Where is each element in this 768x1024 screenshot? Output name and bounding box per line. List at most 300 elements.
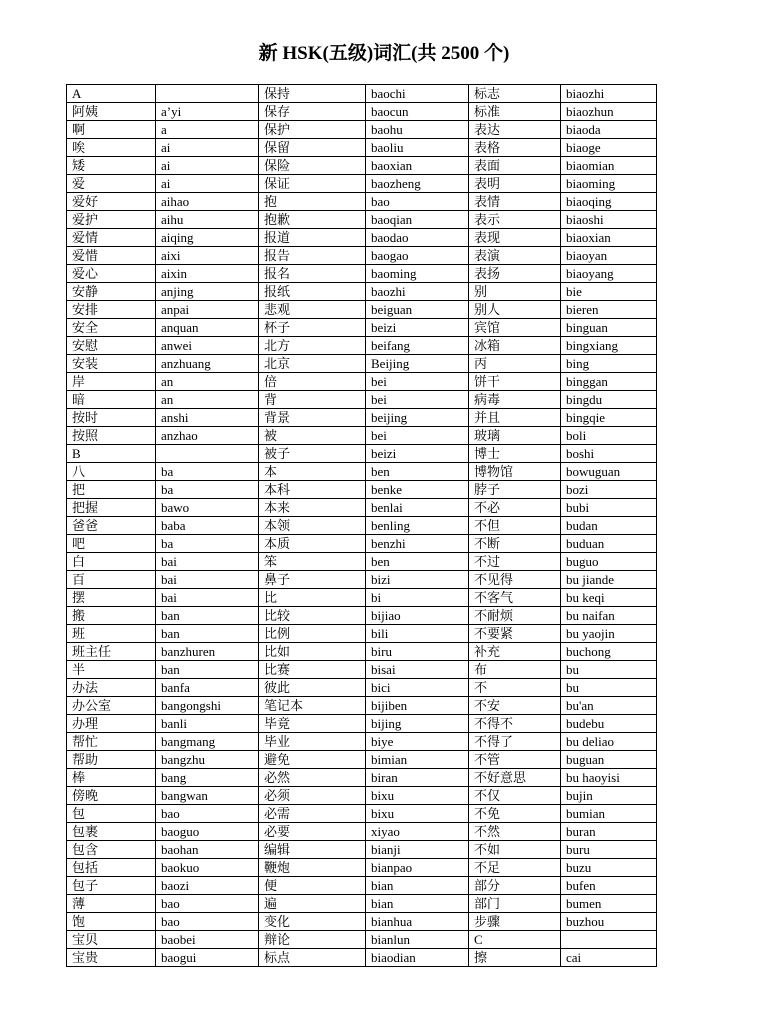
hanzi-cell: 包子 — [67, 877, 156, 895]
hanzi-cell: 包 — [67, 805, 156, 823]
pinyin-cell: bao — [156, 805, 259, 823]
pinyin-cell: bimian — [366, 751, 469, 769]
pinyin-cell: bieren — [561, 301, 657, 319]
pinyin-cell: baozheng — [366, 175, 469, 193]
hanzi-cell: 彼此 — [259, 679, 366, 697]
hanzi-cell: 不得了 — [469, 733, 561, 751]
pinyin-cell: binguan — [561, 319, 657, 337]
hanzi-cell: 毕业 — [259, 733, 366, 751]
table-row — [67, 517, 657, 535]
table-row — [67, 481, 657, 499]
hanzi-cell: 部门 — [469, 895, 561, 913]
pinyin-cell: bixu — [366, 805, 469, 823]
pinyin-cell: bu naifan — [561, 607, 657, 625]
table-row — [67, 877, 657, 895]
hanzi-cell: 背 — [259, 391, 366, 409]
pinyin-cell: beifang — [366, 337, 469, 355]
hanzi-cell: 笨 — [259, 553, 366, 571]
pinyin-cell: beizi — [366, 445, 469, 463]
hanzi-cell: 擦 — [469, 949, 561, 967]
hanzi-cell: 爱好 — [67, 193, 156, 211]
table-row — [67, 103, 657, 121]
pinyin-cell: cai — [561, 949, 657, 967]
pinyin-cell: buzhou — [561, 913, 657, 931]
hanzi-cell: 安排 — [67, 301, 156, 319]
pinyin-cell: biaoxian — [561, 229, 657, 247]
hanzi-cell: 爱 — [67, 175, 156, 193]
pinyin-cell: banzhuren — [156, 643, 259, 661]
pinyin-cell: bufen — [561, 877, 657, 895]
hanzi-cell: 不 — [469, 679, 561, 697]
hanzi-cell: 不足 — [469, 859, 561, 877]
hanzi-cell: 不如 — [469, 841, 561, 859]
table-row — [67, 607, 657, 625]
pinyin-cell: anzhao — [156, 427, 259, 445]
hanzi-cell: 抱 — [259, 193, 366, 211]
pinyin-cell: bijiben — [366, 697, 469, 715]
hanzi-cell: B — [67, 445, 156, 463]
hanzi-cell: 丙 — [469, 355, 561, 373]
hanzi-cell: 本质 — [259, 535, 366, 553]
pinyin-cell: bingdu — [561, 391, 657, 409]
pinyin-cell: ban — [156, 625, 259, 643]
hanzi-cell: 棒 — [67, 769, 156, 787]
hanzi-cell: 爱情 — [67, 229, 156, 247]
pinyin-cell: ai — [156, 175, 259, 193]
hanzi-cell: 北方 — [259, 337, 366, 355]
pinyin-cell: aihu — [156, 211, 259, 229]
hanzi-cell: 半 — [67, 661, 156, 679]
pinyin-cell: a’yi — [156, 103, 259, 121]
table-row — [67, 301, 657, 319]
pinyin-cell: bie — [561, 283, 657, 301]
hanzi-cell: 啊 — [67, 121, 156, 139]
hanzi-cell: 安静 — [67, 283, 156, 301]
table-row — [67, 193, 657, 211]
hanzi-cell: A — [67, 85, 156, 103]
hanzi-cell: 傍晚 — [67, 787, 156, 805]
table-row — [67, 157, 657, 175]
pinyin-cell: bianhua — [366, 913, 469, 931]
hanzi-cell: 把 — [67, 481, 156, 499]
pinyin-cell: buduan — [561, 535, 657, 553]
hanzi-cell: 不但 — [469, 517, 561, 535]
hanzi-cell: 白 — [67, 553, 156, 571]
table-row — [67, 589, 657, 607]
pinyin-cell: bangwan — [156, 787, 259, 805]
hanzi-cell: 按照 — [67, 427, 156, 445]
pinyin-cell: bei — [366, 373, 469, 391]
hanzi-cell: 报告 — [259, 247, 366, 265]
table-row — [67, 265, 657, 283]
hanzi-cell: 背景 — [259, 409, 366, 427]
pinyin-cell: anshi — [156, 409, 259, 427]
pinyin-cell: biaoyan — [561, 247, 657, 265]
table-row — [67, 373, 657, 391]
pinyin-cell: biran — [366, 769, 469, 787]
pinyin-cell: baoxian — [366, 157, 469, 175]
table-row — [67, 625, 657, 643]
hanzi-cell: 不必 — [469, 499, 561, 517]
hanzi-cell: 安装 — [67, 355, 156, 373]
hanzi-cell: 表现 — [469, 229, 561, 247]
pinyin-cell: anwei — [156, 337, 259, 355]
pinyin-cell: beiguan — [366, 301, 469, 319]
table-row — [67, 229, 657, 247]
hanzi-cell: 按时 — [67, 409, 156, 427]
pinyin-cell — [561, 931, 657, 949]
hanzi-cell: 班 — [67, 625, 156, 643]
hanzi-cell: 爱惜 — [67, 247, 156, 265]
table-row — [67, 715, 657, 733]
pinyin-cell: anpai — [156, 301, 259, 319]
table-row — [67, 445, 657, 463]
pinyin-cell: bangzhu — [156, 751, 259, 769]
pinyin-cell: bawo — [156, 499, 259, 517]
pinyin-cell: bangmang — [156, 733, 259, 751]
hanzi-cell: 不断 — [469, 535, 561, 553]
hanzi-cell: 比 — [259, 589, 366, 607]
pinyin-cell: bian — [366, 877, 469, 895]
hanzi-cell: 变化 — [259, 913, 366, 931]
pinyin-cell: baohan — [156, 841, 259, 859]
hanzi-cell: 避免 — [259, 751, 366, 769]
pinyin-cell: biye — [366, 733, 469, 751]
table-row — [67, 913, 657, 931]
table-row — [67, 841, 657, 859]
pinyin-cell: bisai — [366, 661, 469, 679]
pinyin-cell: bi — [366, 589, 469, 607]
pinyin-cell: biaoyang — [561, 265, 657, 283]
table-row — [67, 895, 657, 913]
hanzi-cell: 摆 — [67, 589, 156, 607]
pinyin-cell: bao — [156, 895, 259, 913]
hanzi-cell: 别 — [469, 283, 561, 301]
hanzi-cell: 爱心 — [67, 265, 156, 283]
table-row — [67, 823, 657, 841]
hanzi-cell: 爸爸 — [67, 517, 156, 535]
hanzi-cell: 宝贵 — [67, 949, 156, 967]
hanzi-cell: 不然 — [469, 823, 561, 841]
hanzi-cell: 吧 — [67, 535, 156, 553]
hanzi-cell: 步骤 — [469, 913, 561, 931]
hanzi-cell: 保留 — [259, 139, 366, 157]
hanzi-cell: 编辑 — [259, 841, 366, 859]
pinyin-cell: Beijing — [366, 355, 469, 373]
hanzi-cell: 不安 — [469, 697, 561, 715]
pinyin-cell: ba — [156, 535, 259, 553]
hanzi-cell: 脖子 — [469, 481, 561, 499]
hanzi-cell: 搬 — [67, 607, 156, 625]
pinyin-cell: baba — [156, 517, 259, 535]
pinyin-cell: bu keqi — [561, 589, 657, 607]
hanzi-cell: 安慰 — [67, 337, 156, 355]
table-row — [67, 733, 657, 751]
table-row — [67, 283, 657, 301]
pinyin-cell: boshi — [561, 445, 657, 463]
pinyin-cell: biaoge — [561, 139, 657, 157]
hanzi-cell: 表扬 — [469, 265, 561, 283]
pinyin-cell: biaomian — [561, 157, 657, 175]
hanzi-cell: 比赛 — [259, 661, 366, 679]
pinyin-cell: bu yaojin — [561, 625, 657, 643]
hanzi-cell: 不要紧 — [469, 625, 561, 643]
hanzi-cell: 办理 — [67, 715, 156, 733]
hanzi-cell: 表示 — [469, 211, 561, 229]
pinyin-cell: biaoqing — [561, 193, 657, 211]
hanzi-cell: 表明 — [469, 175, 561, 193]
pinyin-cell: ba — [156, 463, 259, 481]
hanzi-cell: 部分 — [469, 877, 561, 895]
pinyin-cell: biaoshi — [561, 211, 657, 229]
table-row — [67, 463, 657, 481]
hanzi-cell: 毕竟 — [259, 715, 366, 733]
pinyin-cell: bei — [366, 427, 469, 445]
table-row — [67, 931, 657, 949]
hanzi-cell: 比如 — [259, 643, 366, 661]
hanzi-cell: C — [469, 931, 561, 949]
hanzi-cell: 不管 — [469, 751, 561, 769]
pinyin-cell: budan — [561, 517, 657, 535]
pinyin-cell: banli — [156, 715, 259, 733]
hanzi-cell: 办法 — [67, 679, 156, 697]
pinyin-cell: baohu — [366, 121, 469, 139]
pinyin-cell: beijing — [366, 409, 469, 427]
pinyin-cell: boli — [561, 427, 657, 445]
pinyin-cell: banfa — [156, 679, 259, 697]
pinyin-cell: an — [156, 391, 259, 409]
pinyin-cell: biaoming — [561, 175, 657, 193]
hanzi-cell: 抱歉 — [259, 211, 366, 229]
pinyin-cell: buguan — [561, 751, 657, 769]
hanzi-cell: 本领 — [259, 517, 366, 535]
pinyin-cell: baodao — [366, 229, 469, 247]
table-row — [67, 121, 657, 139]
hanzi-cell: 暗 — [67, 391, 156, 409]
hanzi-cell: 北京 — [259, 355, 366, 373]
pinyin-cell: bu haoyisi — [561, 769, 657, 787]
hanzi-cell: 本来 — [259, 499, 366, 517]
hanzi-cell: 标准 — [469, 103, 561, 121]
pinyin-cell: bianlun — [366, 931, 469, 949]
hanzi-cell: 八 — [67, 463, 156, 481]
hanzi-cell: 不得不 — [469, 715, 561, 733]
pinyin-cell — [156, 85, 259, 103]
hanzi-cell: 必需 — [259, 805, 366, 823]
table-row — [67, 391, 657, 409]
hanzi-cell: 被子 — [259, 445, 366, 463]
hanzi-cell: 办公室 — [67, 697, 156, 715]
table-row — [67, 499, 657, 517]
hanzi-cell: 标点 — [259, 949, 366, 967]
hanzi-cell: 本科 — [259, 481, 366, 499]
pinyin-cell: bozi — [561, 481, 657, 499]
hanzi-cell: 报道 — [259, 229, 366, 247]
hanzi-cell: 表格 — [469, 139, 561, 157]
hanzi-cell: 帮助 — [67, 751, 156, 769]
hanzi-cell: 不见得 — [469, 571, 561, 589]
hanzi-cell: 辩论 — [259, 931, 366, 949]
table-row — [67, 211, 657, 229]
table-row — [67, 247, 657, 265]
hanzi-cell: 博物馆 — [469, 463, 561, 481]
table-row — [67, 679, 657, 697]
pinyin-cell: bumen — [561, 895, 657, 913]
table-row — [67, 661, 657, 679]
pinyin-cell: baobei — [156, 931, 259, 949]
page-title: 新 HSK(五级)词汇(共 2500 个) — [258, 43, 510, 64]
hanzi-cell: 必然 — [259, 769, 366, 787]
pinyin-cell: ba — [156, 481, 259, 499]
table-row — [67, 85, 657, 103]
pinyin-cell: ban — [156, 607, 259, 625]
hanzi-cell: 爱护 — [67, 211, 156, 229]
pinyin-cell: bei — [366, 391, 469, 409]
hanzi-cell: 鞭炮 — [259, 859, 366, 877]
hanzi-cell: 饼干 — [469, 373, 561, 391]
pinyin-cell: aihao — [156, 193, 259, 211]
table-row — [67, 769, 657, 787]
table-row — [67, 535, 657, 553]
pinyin-cell: budebu — [561, 715, 657, 733]
pinyin-cell: baoguo — [156, 823, 259, 841]
hanzi-cell: 保存 — [259, 103, 366, 121]
pinyin-cell: ben — [366, 463, 469, 481]
table-row — [67, 427, 657, 445]
table-row — [67, 697, 657, 715]
pinyin-cell: baokuo — [156, 859, 259, 877]
pinyin-cell: aiqing — [156, 229, 259, 247]
hanzi-cell: 表达 — [469, 121, 561, 139]
pinyin-cell: anzhuang — [156, 355, 259, 373]
hanzi-cell: 不好意思 — [469, 769, 561, 787]
table-row — [67, 751, 657, 769]
pinyin-cell: biaodian — [366, 949, 469, 967]
hanzi-cell: 表情 — [469, 193, 561, 211]
table-row — [67, 139, 657, 157]
pinyin-cell: baogui — [156, 949, 259, 967]
pinyin-cell: xiyao — [366, 823, 469, 841]
hanzi-cell: 便 — [259, 877, 366, 895]
pinyin-cell: bing — [561, 355, 657, 373]
hanzi-cell: 必须 — [259, 787, 366, 805]
pinyin-cell: buru — [561, 841, 657, 859]
pinyin-cell: bili — [366, 625, 469, 643]
pinyin-cell: bai — [156, 571, 259, 589]
pinyin-cell: bizi — [366, 571, 469, 589]
hanzi-cell: 薄 — [67, 895, 156, 913]
pinyin-cell: baochi — [366, 85, 469, 103]
hanzi-cell: 倍 — [259, 373, 366, 391]
hanzi-cell: 把握 — [67, 499, 156, 517]
hanzi-cell: 标志 — [469, 85, 561, 103]
hanzi-cell: 报纸 — [259, 283, 366, 301]
pinyin-cell: bubi — [561, 499, 657, 517]
pinyin-cell: bixu — [366, 787, 469, 805]
table-row — [67, 553, 657, 571]
hanzi-cell: 不客气 — [469, 589, 561, 607]
hanzi-cell: 唉 — [67, 139, 156, 157]
hanzi-cell: 玻璃 — [469, 427, 561, 445]
pinyin-cell: bu deliao — [561, 733, 657, 751]
hanzi-cell: 饱 — [67, 913, 156, 931]
pinyin-cell: bianpao — [366, 859, 469, 877]
pinyin-cell: buchong — [561, 643, 657, 661]
hanzi-cell: 比较 — [259, 607, 366, 625]
pinyin-cell: bumian — [561, 805, 657, 823]
hanzi-cell: 不耐烦 — [469, 607, 561, 625]
pinyin-cell: baozi — [156, 877, 259, 895]
hanzi-cell: 不过 — [469, 553, 561, 571]
pinyin-cell: baoming — [366, 265, 469, 283]
pinyin-cell: benzhi — [366, 535, 469, 553]
hanzi-cell: 保持 — [259, 85, 366, 103]
table-row — [67, 337, 657, 355]
pinyin-cell: ai — [156, 157, 259, 175]
hanzi-cell: 百 — [67, 571, 156, 589]
hanzi-cell: 宾馆 — [469, 319, 561, 337]
table-row — [67, 175, 657, 193]
hanzi-cell: 报名 — [259, 265, 366, 283]
pinyin-cell: baoqian — [366, 211, 469, 229]
pinyin-cell: biru — [366, 643, 469, 661]
hanzi-cell: 鼻子 — [259, 571, 366, 589]
pinyin-cell: buzu — [561, 859, 657, 877]
hanzi-cell: 包括 — [67, 859, 156, 877]
pinyin-cell: bai — [156, 553, 259, 571]
hanzi-cell: 安全 — [67, 319, 156, 337]
table-row — [67, 805, 657, 823]
hanzi-cell: 笔记本 — [259, 697, 366, 715]
pinyin-cell: bici — [366, 679, 469, 697]
pinyin-cell: anquan — [156, 319, 259, 337]
hanzi-cell: 被 — [259, 427, 366, 445]
pinyin-cell: benlai — [366, 499, 469, 517]
table-row — [67, 409, 657, 427]
vocab-table-body — [67, 85, 657, 967]
pinyin-cell: beizi — [366, 319, 469, 337]
pinyin-cell: anjing — [156, 283, 259, 301]
table-row — [67, 643, 657, 661]
pinyin-cell: binggan — [561, 373, 657, 391]
pinyin-cell: bangongshi — [156, 697, 259, 715]
pinyin-cell: bianji — [366, 841, 469, 859]
hanzi-cell: 杯子 — [259, 319, 366, 337]
table-row — [67, 355, 657, 373]
pinyin-cell: aixin — [156, 265, 259, 283]
hanzi-cell: 别人 — [469, 301, 561, 319]
pinyin-cell: ai — [156, 139, 259, 157]
hanzi-cell: 表面 — [469, 157, 561, 175]
hanzi-cell: 不免 — [469, 805, 561, 823]
hanzi-cell: 阿姨 — [67, 103, 156, 121]
table-row — [67, 949, 657, 967]
pinyin-cell: bai — [156, 589, 259, 607]
pinyin-cell: a — [156, 121, 259, 139]
table-row — [67, 319, 657, 337]
hanzi-cell: 冰箱 — [469, 337, 561, 355]
hanzi-cell: 博士 — [469, 445, 561, 463]
pinyin-cell: bu — [561, 679, 657, 697]
hanzi-cell: 补充 — [469, 643, 561, 661]
hanzi-cell: 矮 — [67, 157, 156, 175]
pinyin-cell: bu — [561, 661, 657, 679]
hanzi-cell: 遍 — [259, 895, 366, 913]
pinyin-cell: buran — [561, 823, 657, 841]
pinyin-cell: bian — [366, 895, 469, 913]
pinyin-cell: bang — [156, 769, 259, 787]
hanzi-cell: 表演 — [469, 247, 561, 265]
